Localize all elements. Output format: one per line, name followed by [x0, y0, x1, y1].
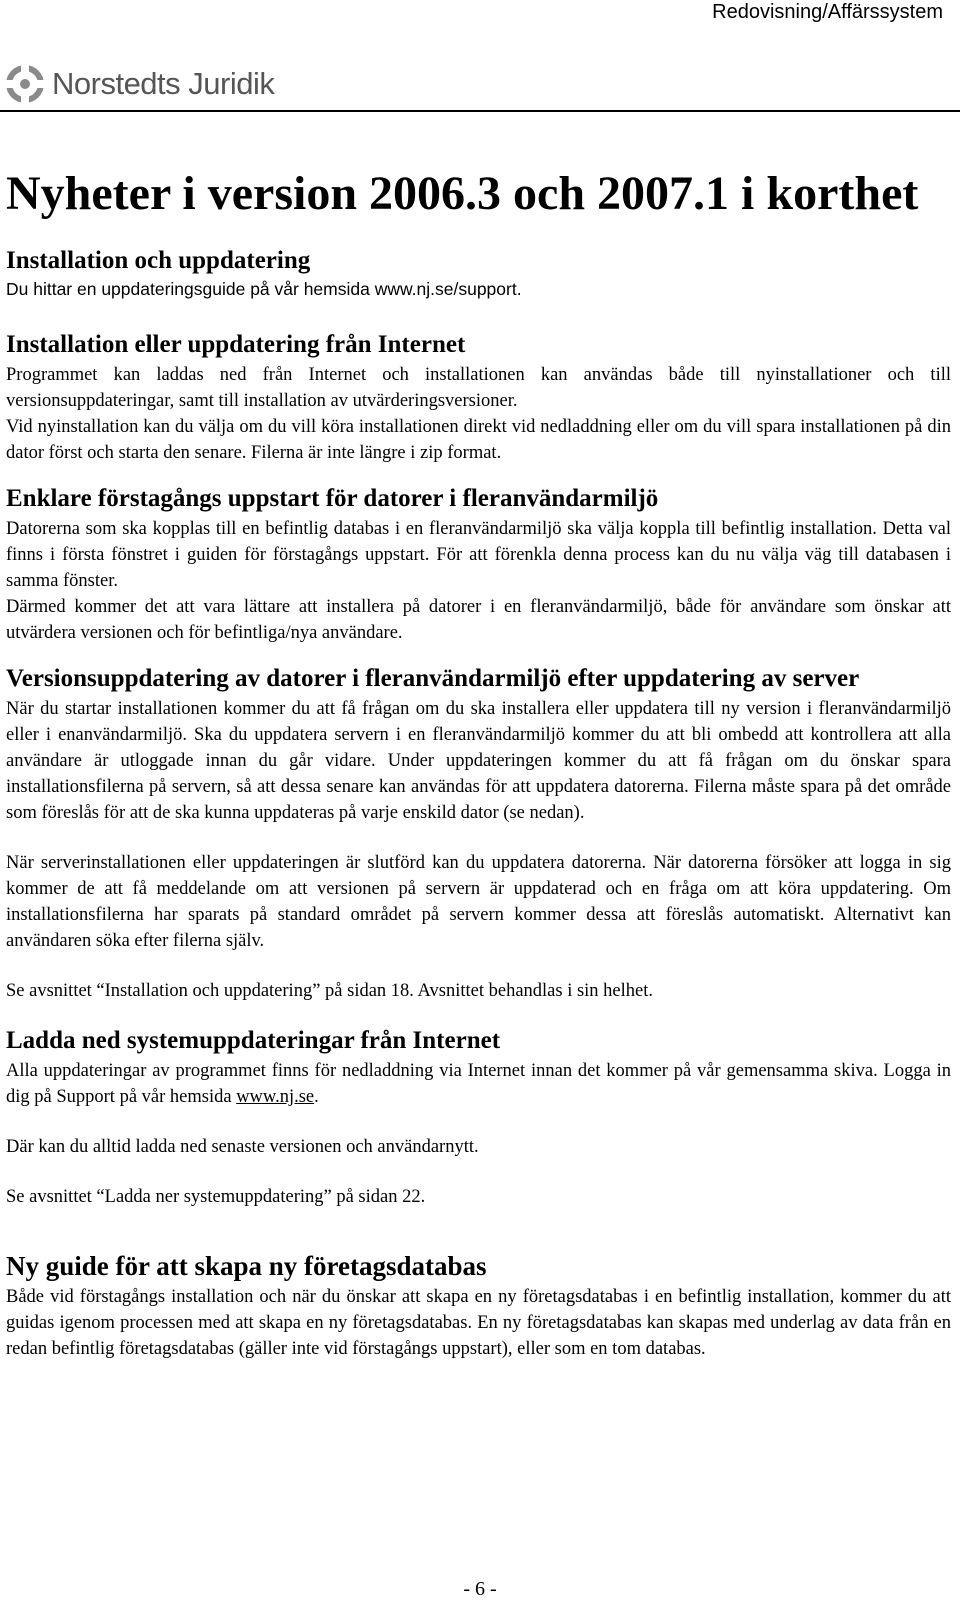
header-rule — [0, 110, 960, 112]
heading-installation: Installation och uppdatering — [6, 247, 311, 274]
heading-server-update: Versionsuppdatering av datorer i fleranvändarmiljö efter uppdatering av server — [6, 665, 860, 692]
internet-paragraph-1: Programmet kan laddas ned från Internet och installationen kan användas både till nyinstallationer och till versionsuppdateringar, samt till installation av utvärderingsversioner. — [6, 365, 951, 411]
guide-paragraph: Både vid förstagångs installation och när du önskar att skapa en ny företagsdatabas i en befintlig installation, kommer du att guidas igenom processen med att skapa en ny företagsdatabas. En ny företagsdatabas kan skapas med underlag av data från en redan befintlig företagsdatabas (gäller inte vid förstagångs uppstart), eller som en tom databas. — [6, 1287, 951, 1359]
install-text: Du hittar en uppdateringsguide på vår hemsida www.nj.se/support. — [6, 279, 522, 299]
heading-first-start: Enklare förstagångs uppstart för datorer i fleranvändarmiljö — [6, 485, 659, 512]
page-title: Nyheter i version 2006.3 och 2007.1 i korthet — [6, 167, 919, 220]
download-reference: Se avsnittet “Ladda ner systemuppdatering” på sidan 22. — [6, 1187, 426, 1207]
server-update-paragraph-2: När serverinstallationen eller uppdateringen är slutförd kan du uppdatera datorerna. När datorerna försöker att logga in sig kommer de att få meddelande om att versionen på servern är uppdaterad och en fråga om att köra uppdatering. Om installationsfilerna har sparats på standard området på servern kommer dessa att föreslås automatiskt. Alternativt kan användaren söka efter filerna själv. — [6, 853, 951, 951]
running-header: Redovisning/Affärssystem — [712, 1, 943, 23]
server-update-paragraph-1: När du startar installationen kommer du att få frågan om du ska installera eller uppdatera till ny version i fleranvändarmiljö eller i enanvändarmiljö. Ska du uppdatera servern i en fleranvändarmiljö kommer du att bli ombedd att kontrollera att alla användare är utloggade innan du går vidare. Under uppdateringen kommer du att få frågan om du önskar spara installationsfilerna på servern, så att dessa senare kan användas för att uppdatera datorerna. Filerna måste spara på det område som föreslås för att de ska kunna uppdateras på varje enskild dator (se nedan). — [6, 699, 951, 823]
download-paragraph-2: Där kan du alltid ladda ned senaste versionen och användarnytt. — [6, 1137, 479, 1157]
nj-website-link[interactable]: www.nj.se — [236, 1087, 315, 1107]
document-body — [6, 158, 951, 1362]
heading-new-guide: Ny guide för att skapa ny företagsdatabas — [6, 1251, 487, 1281]
page-number: - 6 - — [463, 1578, 497, 1600]
first-start-paragraph-1: Datorerna som ska kopplas till en befintlig databas i en fleranvändarmiljö ska välja koppla till befintlig installation. Detta val finns i första fönstret i guiden för förstagångs uppstart. För att förenkla denna process kan du nu välja väg till databasen i samma fönster. — [6, 519, 951, 591]
server-update-reference: Se avsnittet “Installation och uppdatering” på sidan 18. Avsnittet behandlas i sin helhet. — [6, 981, 654, 1001]
norstedts-logo-icon — [4, 63, 46, 105]
first-start-paragraph-2: Därmed kommer det att vara lättare att installera på datorer i en fleranvändarmiljö, både för användare som önskar att utvärdera versionen och för befintliga/nya användare. — [6, 597, 951, 643]
internet-paragraph-2: Vid nyinstallation kan du välja om du vill köra installationen direkt vid nedladdning eller om du vill spara installationen på din dator först och starta den senare. Filerna är inte längre i zip format. — [6, 417, 951, 463]
heading-download: Ladda ned systemuppdateringar från Internet — [6, 1027, 501, 1054]
logo-text: Norstedts Juridik — [52, 66, 275, 101]
heading-internet-install: Installation eller uppdatering från Internet — [6, 331, 466, 358]
download-paragraph-1 — [6, 1058, 951, 1110]
logo — [4, 62, 274, 106]
download-paragraph-1-end: . — [314, 1087, 319, 1107]
download-paragraph-1-text: Alla uppdateringar av programmet finns för nedladdning via Internet innan det kommer på vår gemensamma skiva. Logga in dig på Support på vår hemsida — [6, 1061, 951, 1107]
